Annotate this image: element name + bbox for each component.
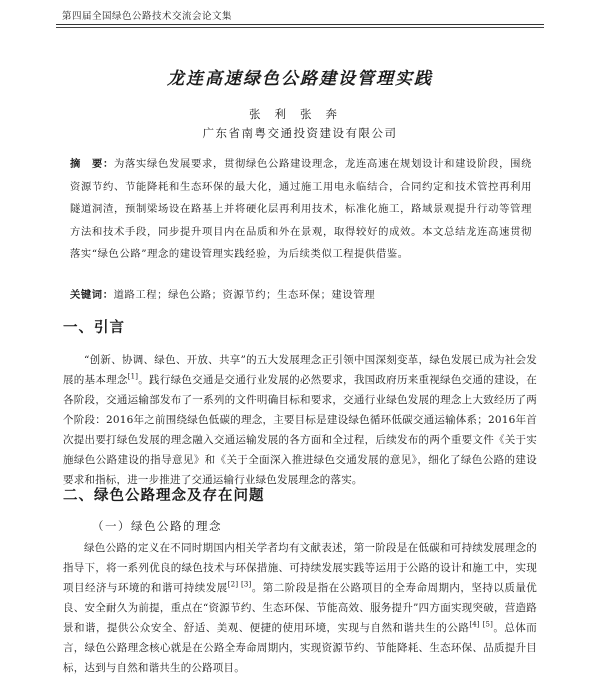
running-header: 第四届全国绿色公路技术交流会论文集 [62, 11, 233, 22]
intro-text-1: “创新、协调、绿色、开放、共享”的五大发展理念正引领中国深刻变革，绿色发展已成为社会发展的基本理念 [63, 354, 537, 386]
citation: [2] [3] [227, 580, 252, 589]
abstract [70, 153, 532, 266]
concept-paragraph [63, 538, 537, 678]
concept-text-2: 。第二阶段是指在公路项目的全寿命周期内，坚持以质量优良、安全耐久为前提，重点在“资源节约、生态环保、节能高效、服务提升”四方面实现突破，营造路景和谐，提供公众安全、舒适、美观、便捷的使用环境，实现与自然和谐共生的公路 [63, 582, 538, 634]
subsection-heading-concept: （一）绿色公路的理念 [92, 519, 222, 533]
keywords-label: 关键词： [70, 289, 114, 301]
citation: [4] [5] [469, 620, 494, 629]
introduction-paragraph [63, 350, 537, 490]
concept-text-3: 。总体而言，绿色公路理念核心就是在公路全寿命周期内，实现资源节约、节能降耗、生态环保、品质提升目标，达到与自然和谐共生的公路项目。 [63, 622, 537, 674]
concept-text-1: 绿色公路的定义在不同时期国内相关学者均有文献表述，第一阶段是在低碳和可持续发展理念的指导下，将一系列优良的绿色技术与环保措施、可持续发展实践等运用于公路的设计和施工中，实现项目经济与环境的和谐可持续发展 [63, 542, 537, 594]
header-rule [56, 24, 544, 25]
section-heading-introduction: 一、引言 [63, 320, 125, 336]
keywords-text: 道路工程；绿色公路；资源节约；生态环保；建设管理 [113, 289, 376, 301]
header-rule-thin [56, 27, 544, 28]
author: 张利张奔 [249, 107, 351, 121]
intro-text-2: 。践行绿色交通是交通行业发展的必然要求，我国政府历来重视绿色交通的建设，在各阶段，交通运输部发布了一系列的文件明确目标和要求，交通行业绿色发展的理念上大致经历了两个阶段：2016年之前围绕绿色低碳的理念，主要目标是建设绿色循环低碳交通运输体系；2016年首次提出要打绿色发展的理念融入交通运输发展的各方面和全过程，后续发布的两个重要文件《关于实施绿色公路建设的指导意见》和《关于全面深入推进绿色交通发展的意见》，细化了绿色公路的建设要求和指标，进一步推进了交通运输行业绿色发展理念的落实。 [63, 374, 537, 486]
abstract-text: 为落实绿色发展要求，贯彻绿色公路建设理念，龙连高速在规划设计和建设阶段，围绕资源节约、节能降耗和生态环保的最大化，通过施工用电永临结合，合同约定和技术管控再利用隧道洞渣，预制梁场设在路基上并将硬化层再利用技术，标准化施工，路域景观提升行动等管理方法和技术手段，同步提升项目内在品质和外在景观，取得较好的成效。本文总结龙连高速贯彻落实“绿色公路”理念的建设管理实践经验，为后续类似工程提供借鉴。 [70, 158, 532, 260]
paper-title: 龙连高速绿色公路建设管理实践 [167, 69, 433, 89]
affiliation: 广东省南粤交通投资建设有限公司 [202, 126, 398, 140]
keywords [70, 286, 532, 301]
section-heading-green-highway: 二、绿色公路理念及存在问题 [63, 488, 265, 504]
citation: [1] [127, 372, 139, 381]
abstract-label: 摘 要： [70, 158, 115, 170]
